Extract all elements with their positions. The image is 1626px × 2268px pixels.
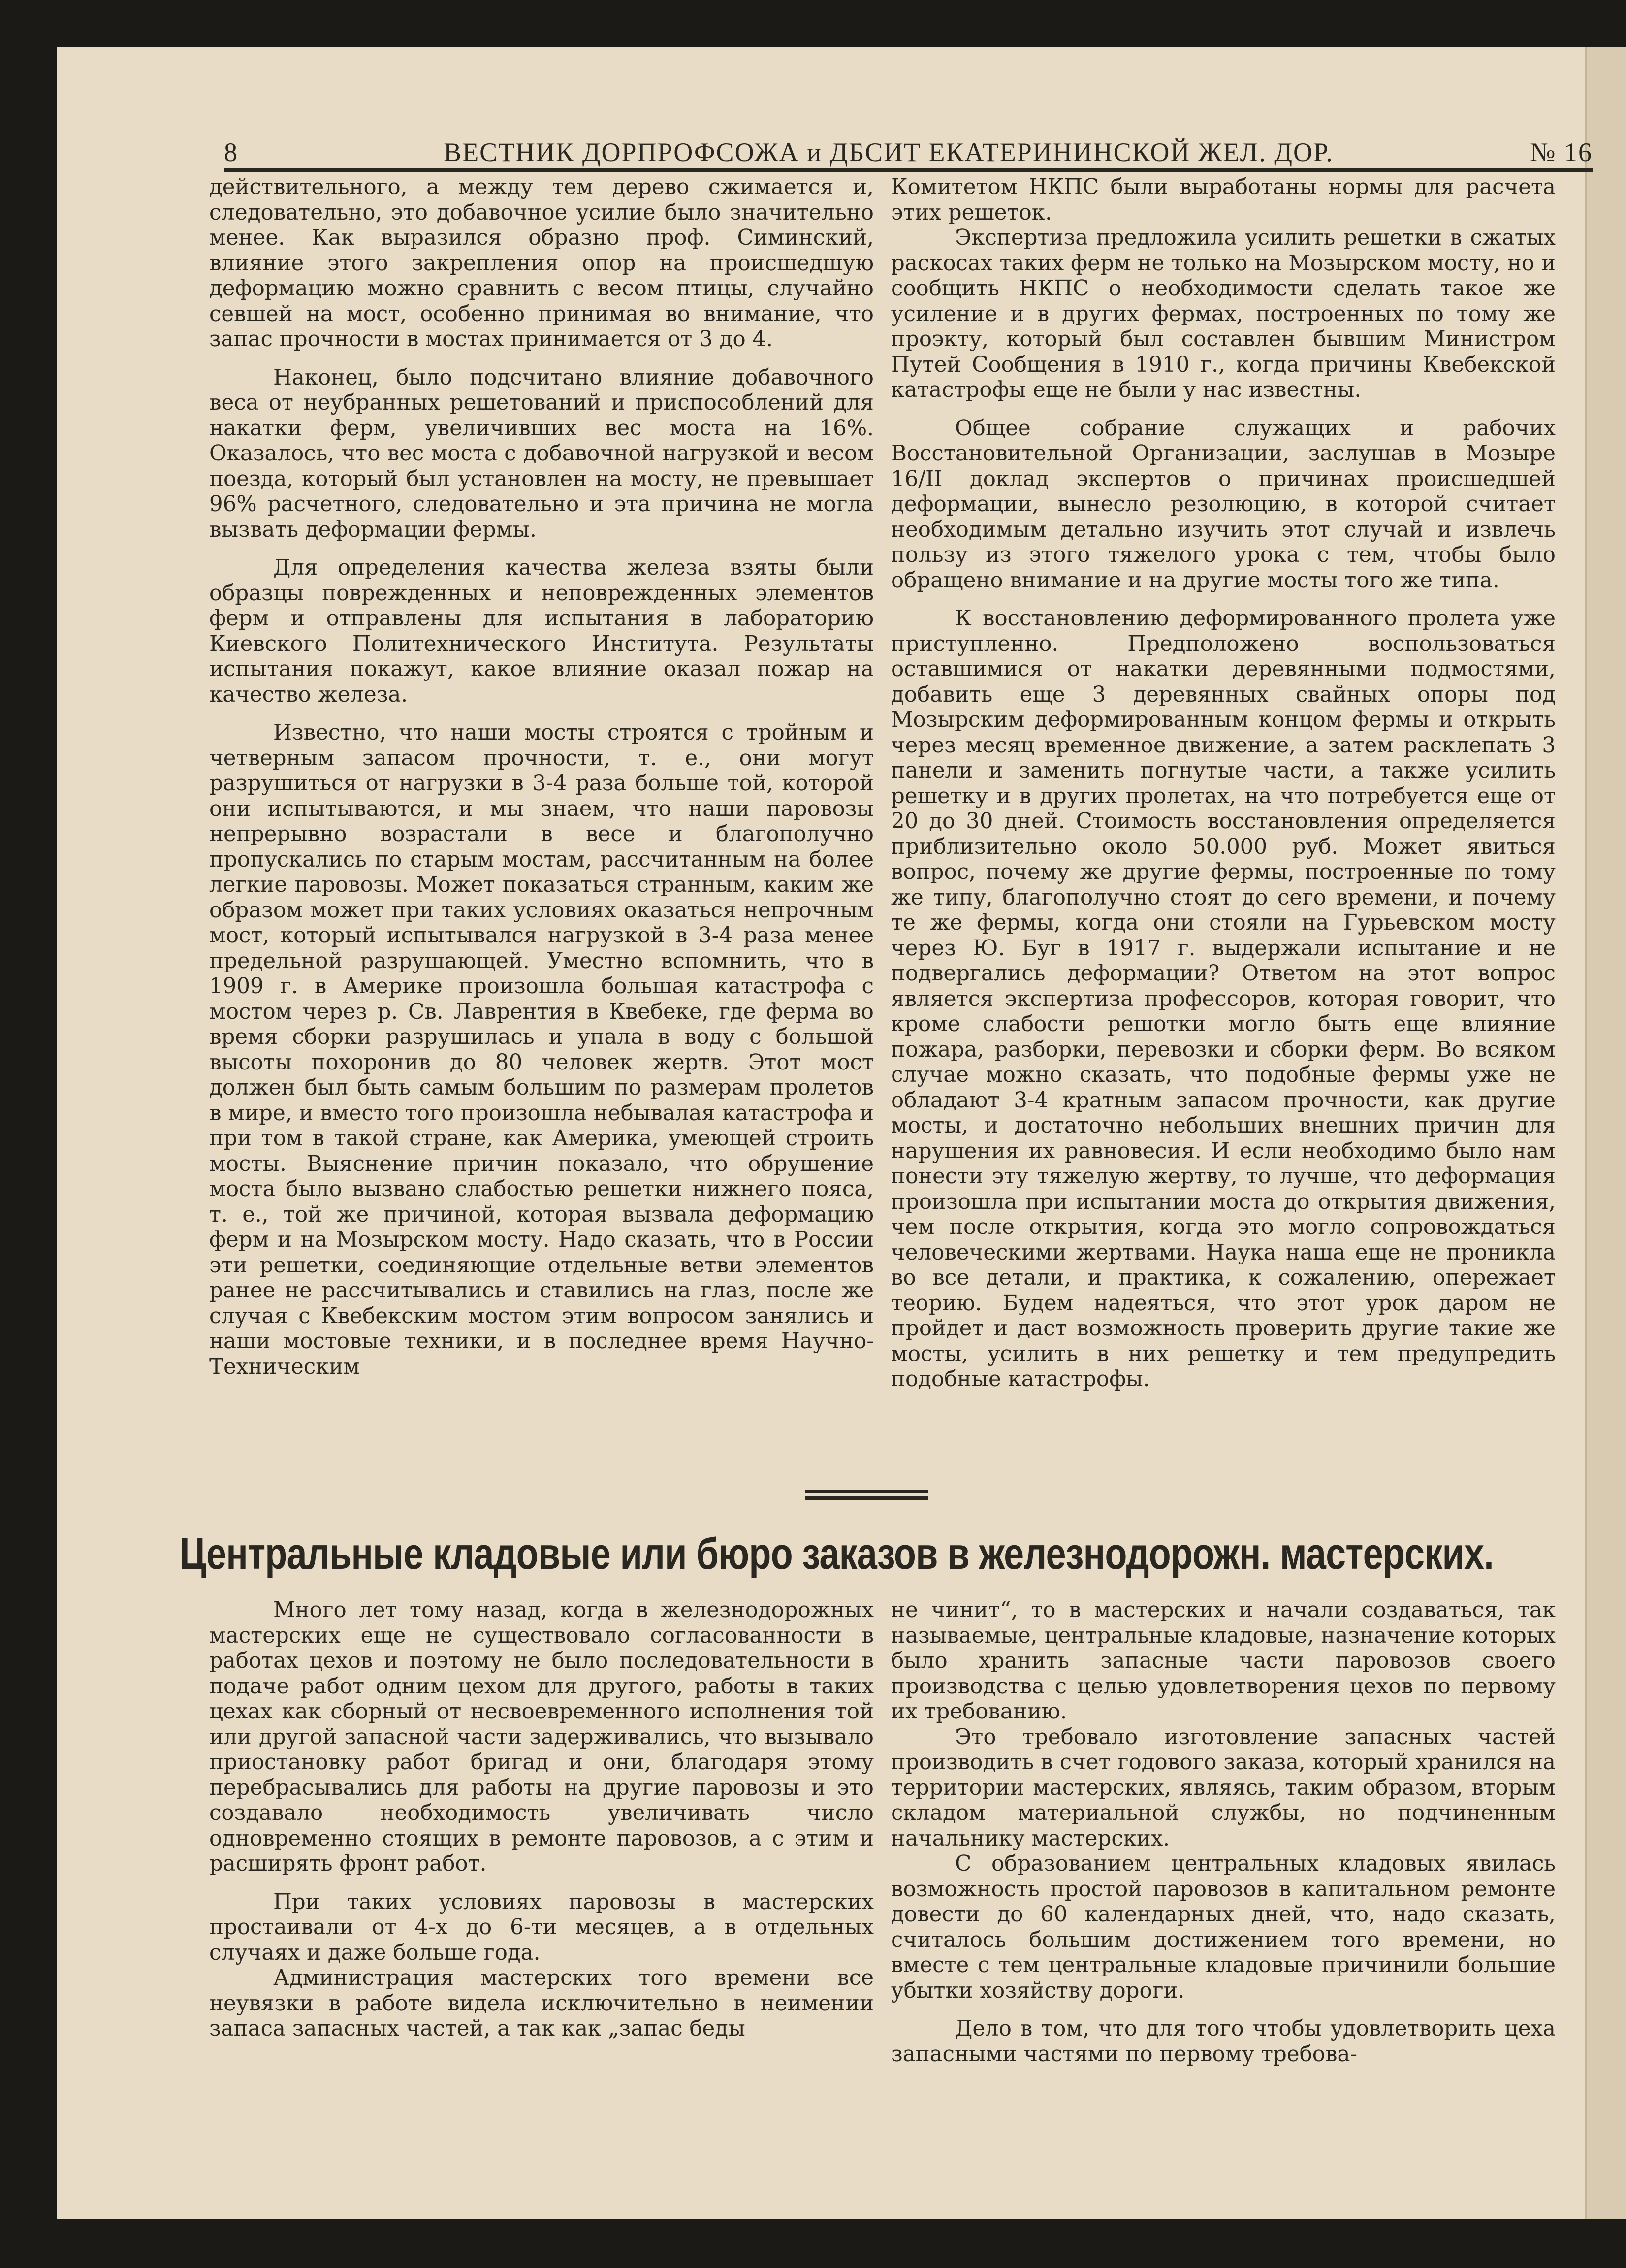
article1-left-column (209, 175, 874, 1380)
newspaper-page (57, 47, 1626, 2219)
publication-title: ВЕСТНИК ДОРПРОФСОЖА и ДБСИТ ЕКАТЕРИНИНСКОЙ ЖЕЛ. ДОР. (444, 137, 1334, 167)
article2-right-paragraph: С образованием центральных кладовых явилась возможность простой паровозов в капитальном ремонте довести до 60 календарных дней, что, надо сказать, считалось большим достижением того времени, но вместе с тем центральные кладовые причинили большие убытки хозяйству дороги. (891, 1851, 1556, 2003)
header-text-row (224, 113, 1593, 167)
article1-right-paragraph: К восстановлению деформированного пролета уже приступленно. Предположено воспользоваться оставшимися от накатки деревянными подмостями, добавить еще 3 деревянных свайных опоры под Мозырским деформированным концом фермы и открыть через месяц временное движение, а затем расклепать 3 панели и заменить погнутые части, а также усилить решетку и в других пролетах, на что потребуется еще от 20 до 30 дней. Стоимость восстановления определяется приблизительно около 50.000 руб. Может явиться вопрос, почему же другие фермы, построенные по тому же типу, благополучно стоят до сего времени, и почему те же фермы, когда они стояли на Гурьевском мосту через Ю. Буг в 1917 г. выдержали испытание и не подвергались деформации? Ответом на этот вопрос является экспертиза профессоров, которая говорит, что кроме слабости решотки могло быть еще влияние пожара, разборки, перевозки и сборки ферм. Во всяком случае можно сказать, что подобные фермы уже не обладают 3-4 кратным запасом прочности, как другие мосты, и достаточно небольших внешних причин для нарушения их равновесия. И если необходимо было нам понести эту тяжелую жертву, то лучше, что деформация произошла при испытании моста до открытия движения, чем после открытия, когда это могло сопровождаться человеческими жертвами. Наука наша еще не проникла во все детали, и практика, к сожалению, опережает теорию. Будем надеяться, что этот урок даром не пройдет и даст возможность проверить другие такие же мосты, усилить в них решетку и тем предупредить подобные катастрофы. (891, 606, 1556, 1392)
article1-right-paragraph: Общее собрание служащих и рабочих Восстановительной Организации, заслушав в Мозыре 16/II доклад экспертов о причинах происшедшей деформации, вынесло резолюцию, в которой считает необходимым детально изучить этот случай и извлечь пользу из этого тяжелого урока с тем, чтобы было обращено внимание и на другие мосты того же типа. (891, 416, 1556, 593)
divider-line (805, 1496, 928, 1500)
article1-right-column (891, 175, 1556, 1393)
article2-right-paragraph: Дело в том, что для того чтобы удовлетворить цеха запасными частями по первому требова- (891, 2016, 1556, 2067)
article1-right-paragraph: Экспертиза предложила усилить решетки в сжатых раскосах таких ферм не только на Мозырском мосту, но и сообщить НКПС о необходимости сделать такое же усиление и в других фермах, построенных по тому же проэкту, который был составлен бывшим Министром Путей Сообщения в 1910 г., когда причины Квебекской катастрофы еще не были у нас известны. (891, 226, 1556, 402)
adjacent-page-edge (1585, 47, 1626, 2219)
issue-number: № 16 (1530, 137, 1593, 167)
article1-left-paragraph: Наконец, было подсчитано влияние добавочного веса от неубранных решетований и приспособлений для накатки ферм, увеличивших вес моста на 16%. Оказалось, что вес моста с добавочной нагрузкой и весом поезда, который был установлен на мосту, не превышает 96% расчетного, следовательно и эта причина не могла вызвать деформации фермы. (209, 365, 874, 542)
article-divider (805, 1490, 928, 1502)
article1-left-paragraph: Для определения качества железа взяты были образцы поврежденных и неповрежденных элементов ферм и отправлены для испытания в лабораторию Киевского Политехнического Института. Результаты испытания покажут, какое влияние оказал пожар на качество железа. (209, 555, 874, 707)
page-number: 8 (224, 137, 238, 167)
article2-left-column (209, 1598, 874, 2042)
article2-left-paragraph: При таких условиях паровозы в мастерских простаивали от 4-х до 6-ти месяцев, а в отдельных случаях и даже больше года. (209, 1889, 874, 1965)
article1-left-paragraph: действительного, а между тем дерево сжимается и, следовательно, это добавочное усилие было значительно менее. Как выразился образно проф. Симинский, влияние этого закрепления опор на происшедшую деформацию можно сравнить с весом птицы, случайно севшей на мост, особенно принимая во внимание, что запас прочности в мостах принимается от 3 до 4. (209, 175, 874, 352)
header-rule (224, 168, 1593, 172)
article2-left-paragraph: Много лет тому назад, когда в железнодорожных мастерских еще не существовало согласованности в работах цехов и поэтому не было последовательности в подаче работ одним цехом для другого, работы в таких цехах как сборный от несвоевременного исполнения той или другой запасной части задерживались, что вызывало приостановку работ бригад и они, благодаря этому перебрасывались для работы на другие паровозы и это создавало необходимость увеличивать число одновременно стоящих в ремонте паровозов, а с этим и расширять фронт работ. (209, 1598, 874, 1876)
divider-line (805, 1490, 928, 1493)
article2-right-column (891, 1598, 1556, 2067)
article1-right-paragraph: Комитетом НКПС были выработаны нормы для расчета этих решеток. (891, 175, 1556, 225)
article2-left-paragraph: Администрация мастерских того времени все неувязки в работе видела исключительно в неимении запаса запасных частей, а так как „запас беды (209, 1966, 874, 2041)
article2-headline: Центральные кладовые или бюро заказов в железнодорожн. мастерских. (180, 1529, 1494, 1579)
page-header (224, 113, 1593, 172)
article2-right-paragraph: Это требовало изготовление запасных частей производить в счет годового заказа, который хранился на территории мастерских, являясь, таким образом, вторым складом материальной службы, но подчиненным начальнику мастерских. (891, 1724, 1556, 1851)
article2-right-paragraph: не чинит“, то в мастерских и начали создаваться, так называемые, центральные кладовые, назначение которых было хранить запасные части паровозов своего производства с целью удовлетворения цехов по первому их требованию. (891, 1598, 1556, 1724)
article1-left-paragraph: Известно, что наши мосты строятся с тройным и четверным запасом прочности, т. е., они могут разрушиться от нагрузки в 3-4 раза больше той, которой они испытываются, и мы знаем, что наши паровозы непрерывно возрастали в весе и благополучно пропускались по старым мостам, рассчитанным на более легкие паровозы. Может показаться странным, каким же образом может при таких условиях оказаться непрочным мост, который испытывался нагрузкой в 3-4 раза менее предельной разрушающей. Уместно вспомнить, что в 1909 г. в Америке произошла большая катастрофа с мостом через р. Св. Лаврентия в Квебеке, где ферма во время сборки разрушилась и упала в воду с большой высоты похоронив до 80 человек жертв. Этот мост должен был быть самым большим по размерам пролетов в мире, и вместо того произошла небывалая катастрофа и при том в такой стране, как Америка, умеющей строить мосты. Выяснение причин показало, что обрушение моста было вызвано слабостью решетки нижнего пояса, т. е., той же причиной, которая вызвала деформацию ферм и на Мозырском мосту. Надо сказать, что в России эти решетки, соединяющие отдельные ветви элементов ранее не рассчитывались и ставились на глаз, после же случая с Квебекским мостом этим вопросом занялись и наши мостовые техники, и в последнее время Научно-Техническим (209, 720, 874, 1379)
